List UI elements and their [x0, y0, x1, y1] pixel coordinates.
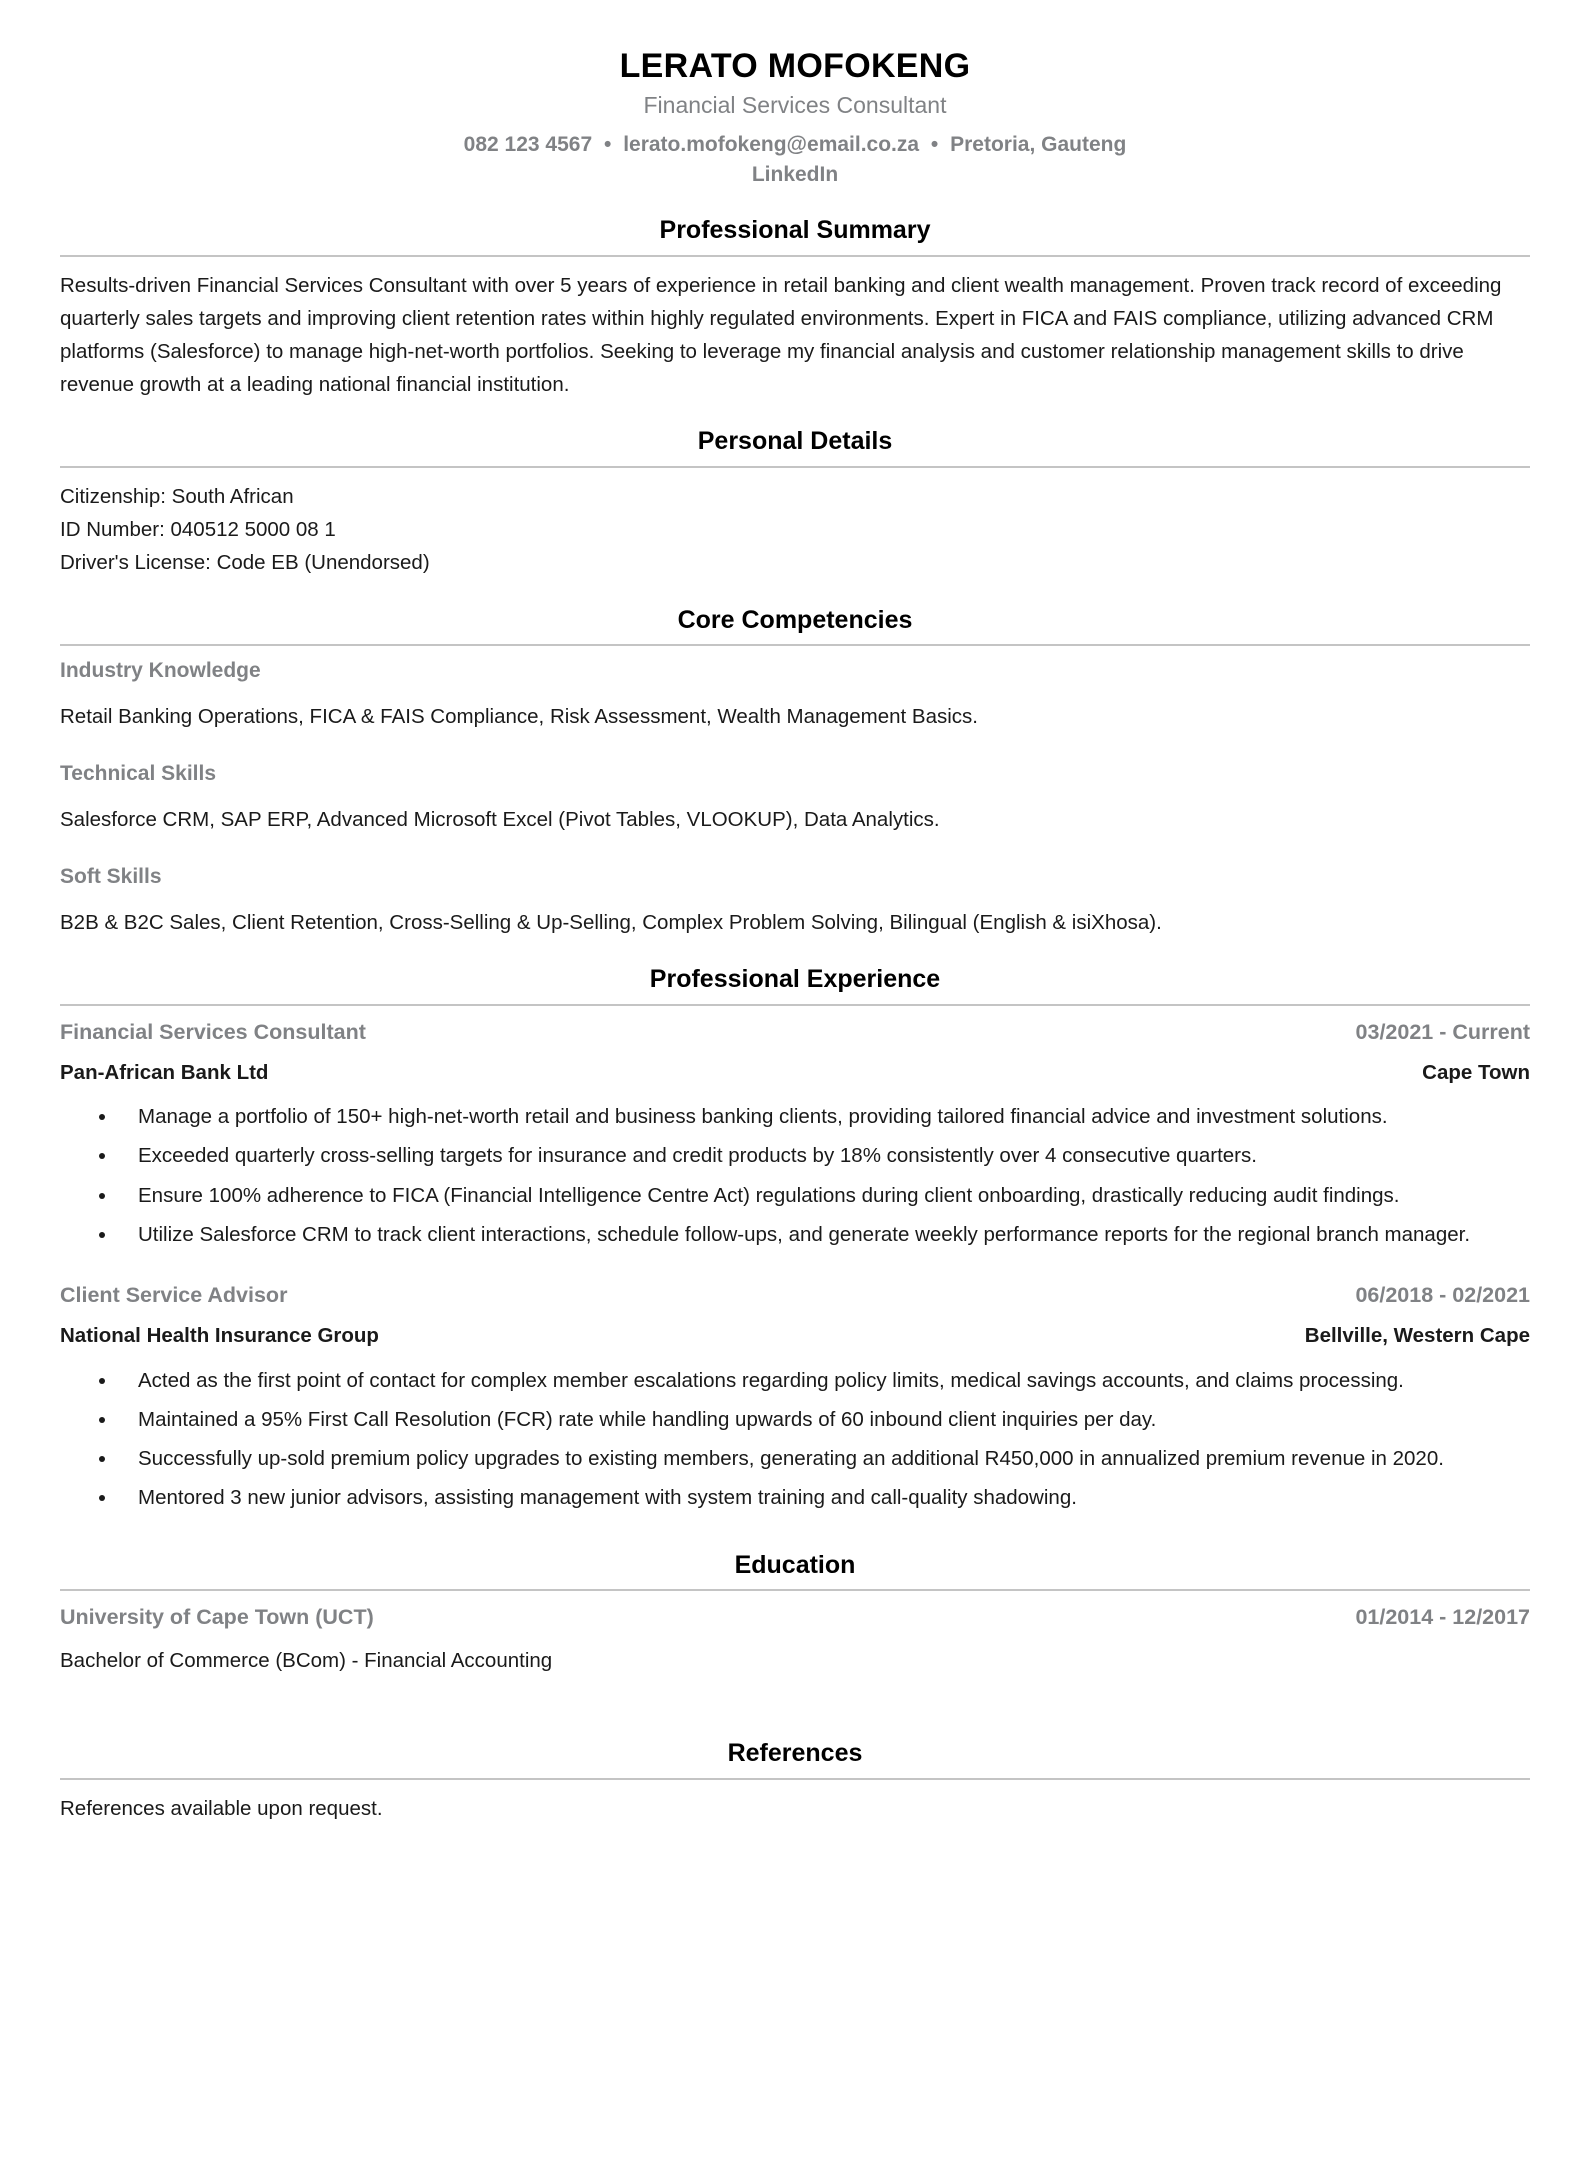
- competency-group: [60, 761, 1530, 836]
- experience-location: Bellville, Western Cape: [1304, 1324, 1530, 1348]
- candidate-name: LERATO MOFOKENG: [619, 47, 971, 85]
- section-title-personal-details: Personal Details: [697, 427, 893, 456]
- competency-group-text: Retail Banking Operations, FICA & FAIS Compliance, Risk Assessment, Wealth Management Basics.: [60, 705, 978, 729]
- experience-employer: National Health Insurance Group: [60, 1324, 379, 1348]
- section-personal-details: [60, 425, 1530, 579]
- summary-body: [60, 257, 1530, 402]
- experience-bullet: • Mentored 3 new junior advisors, assisting management with system training and call-quality shadowing.: [118, 1481, 1530, 1514]
- section-title-summary: Professional Summary: [659, 216, 931, 245]
- summary-text: Results-driven Financial Services Consultant with over 5 years of experience in retail banking and client wealth management. Proven track record of exceeding quarterly sales targets and improving client retention rates within highly regulated environments. Expert in FICA and FAIS compliance, utilizing advanced CRM platforms (Salesforce) to manage high-net-worth portfolios. Seeking to leverage my financial analysis and customer relationship management skills to drive revenue growth at a leading national financial institution.: [60, 273, 1502, 397]
- experience-bullet: • Utilize Salesforce CRM to track client interactions, schedule follow-ups, and generate weekly performance reports for the regional branch manager.: [118, 1218, 1530, 1251]
- experience-entry: [60, 1018, 1530, 1252]
- experience-title-row: [60, 1281, 1530, 1310]
- section-references: [60, 1737, 1530, 1825]
- experience-employer-row: [60, 1322, 1530, 1350]
- personal-details-body: [60, 468, 1530, 580]
- experience-bullet: • Ensure 100% adherence to FICA (Financial Intelligence Centre Act) regulations during client onboarding, drastically reducing audit findings.: [118, 1179, 1530, 1212]
- education-school: University of Cape Town (UCT): [60, 1605, 374, 1630]
- contact-phone: 082 123 4567: [463, 132, 593, 156]
- experience-bullet-list: [60, 1100, 1530, 1251]
- experience-employer-row: [60, 1059, 1530, 1087]
- experience-location: Cape Town: [1422, 1060, 1530, 1084]
- experience-bullet: • Successfully up-sold premium policy upgrades to existing members, generating an additional R450,000 in annualized premium revenue in 2020.: [118, 1442, 1530, 1475]
- competency-group-text: Salesforce CRM, SAP ERP, Advanced Microsoft Excel (Pivot Tables, VLOOKUP), Data Analytics.: [60, 808, 940, 832]
- experience-job-dates: 06/2018 - 02/2021: [1355, 1283, 1530, 1308]
- candidate-headline: Financial Services Consultant: [643, 92, 947, 119]
- experience-job-dates: 03/2021 - Current: [1355, 1019, 1530, 1044]
- competency-group-label: Industry Knowledge: [60, 659, 261, 683]
- experience-employer: Pan-African Bank Ltd: [60, 1060, 269, 1084]
- core-competencies-body: [60, 646, 1530, 939]
- education-entry-row: [60, 1603, 1530, 1632]
- experience-job-title: Financial Services Consultant: [60, 1019, 366, 1044]
- references-text: References available upon request.: [60, 1796, 383, 1820]
- resume-header: [60, 46, 1530, 190]
- bullet-separator-icon: •: [603, 132, 612, 156]
- experience-bullet-list: [60, 1364, 1530, 1515]
- contact-links: [60, 160, 1530, 190]
- education-dates: 01/2014 - 12/2017: [1355, 1605, 1530, 1630]
- experience-body: [60, 1006, 1530, 1515]
- section-title-education: Education: [734, 1550, 856, 1579]
- section-professional-experience: [60, 963, 1530, 1515]
- linkedin-link[interactable]: LinkedIn: [751, 163, 839, 187]
- experience-job-title: Client Service Advisor: [60, 1283, 288, 1308]
- section-education: [60, 1549, 1530, 1678]
- contact-email[interactable]: lerato.mofokeng@email.co.za: [623, 132, 920, 156]
- section-title-references: References: [727, 1739, 863, 1768]
- competency-group-label: Technical Skills: [60, 762, 217, 786]
- bullet-separator-icon: •: [930, 132, 939, 156]
- detail-drivers-license: Driver's License: Code EB (Unendorsed): [60, 551, 430, 575]
- experience-bullet: • Manage a portfolio of 150+ high-net-worth retail and business banking clients, providing tailored financial advice and investment solutions.: [118, 1100, 1530, 1133]
- references-body: [60, 1780, 1530, 1825]
- education-degree: Bachelor of Commerce (BCom) - Financial Accounting: [60, 1649, 553, 1673]
- competency-group-text: B2B & B2C Sales, Client Retention, Cross-Selling & Up-Selling, Complex Problem Solving, Bilingual (English & isiXhosa).: [60, 911, 1162, 935]
- competency-group: [60, 658, 1530, 733]
- experience-bullet: • Exceeded quarterly cross-selling targets for insurance and credit products by 18% consistently over 4 consecutive quarters.: [118, 1139, 1530, 1172]
- detail-id-number: ID Number: 040512 5000 08 1: [60, 518, 336, 542]
- section-professional-summary: [60, 214, 1530, 401]
- competency-group: [60, 864, 1530, 939]
- experience-entry: [60, 1281, 1530, 1515]
- detail-citizenship: Citizenship: South African: [60, 484, 294, 508]
- section-title-experience: Professional Experience: [649, 965, 941, 994]
- education-body: [60, 1591, 1530, 1677]
- section-title-core-competencies: Core Competencies: [677, 605, 913, 634]
- experience-bullet: • Acted as the first point of contact for complex member escalations regarding policy limits, medical savings accounts, and claims processing.: [118, 1364, 1530, 1397]
- experience-bullet: • Maintained a 95% First Call Resolution (FCR) rate while handling upwards of 60 inbound client inquiries per day.: [118, 1403, 1530, 1436]
- section-core-competencies: [60, 604, 1530, 940]
- contact-line: [60, 130, 1530, 160]
- competency-group-label: Soft Skills: [60, 865, 162, 889]
- contact-location: Pretoria, Gauteng: [950, 132, 1127, 156]
- experience-title-row: [60, 1018, 1530, 1047]
